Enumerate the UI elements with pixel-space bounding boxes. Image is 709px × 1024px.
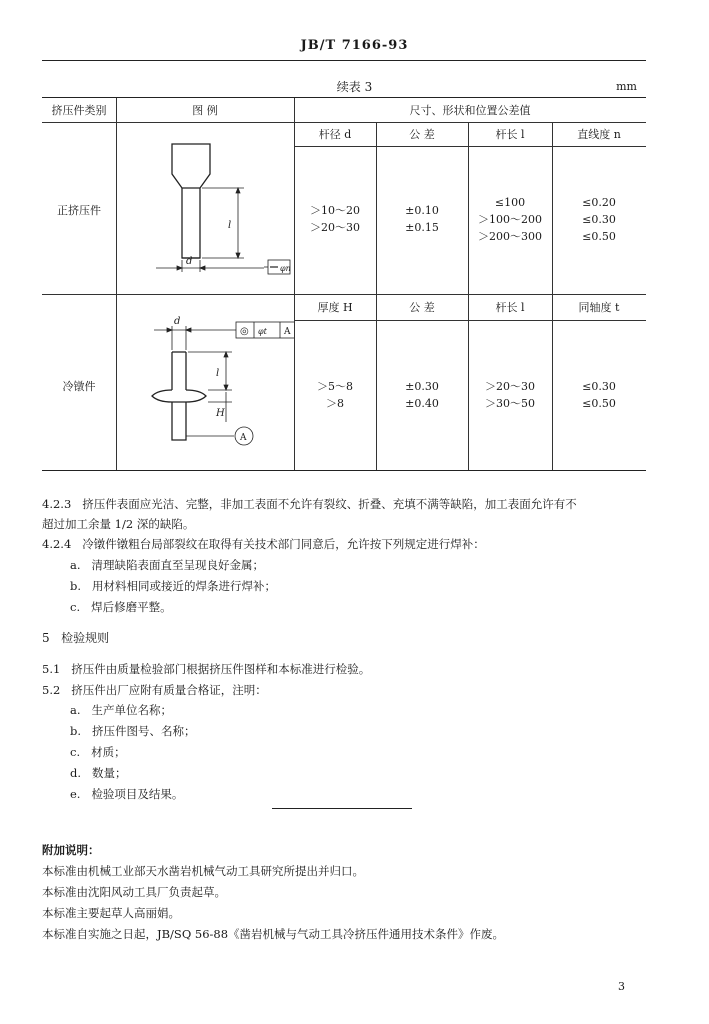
row2-col-head: 厚度 H	[317, 301, 353, 314]
head-figure: 图 例	[192, 104, 218, 117]
list-item: e. 检验项目及结果。	[70, 787, 184, 801]
datum-label: A	[240, 433, 247, 443]
standard-code: JB/T 7166-93	[300, 38, 409, 53]
clause-text: 挤压件表面应光洁、完整，非加工表面不允许有裂纹、折叠、充填不满等缺陷，加工表面允许有不	[82, 497, 577, 511]
forward-extrusion-drawing	[116, 122, 294, 294]
clause-text: 冷镦件镦粗台局部裂纹在取得有关技术部门同意后，允许按下列规定进行焊补：	[82, 537, 485, 551]
row2-col-head: 同轴度 t	[578, 301, 620, 314]
row1-col-head: 直线度 n	[577, 128, 621, 141]
flange-outline	[152, 390, 206, 402]
note-line: 本标准自实施之日起，JB/SQ 56-88《凿岩机械与气动工具冷挤压件通用技术条件》作废。	[42, 927, 505, 941]
row2-category: 冷镦件	[62, 380, 96, 393]
table-hline	[294, 320, 646, 321]
coaxiality-symbol: ◎	[240, 326, 249, 337]
list-item: a. 清理缺陷表面直至呈现良好金属；	[70, 558, 264, 572]
clause-text: 挤压件出厂应附有质量合格证，注明：	[71, 683, 267, 697]
note-line: 本标准主要起草人高丽娟。	[42, 906, 180, 920]
part-head-outline	[172, 144, 210, 188]
list-item: b. 用材料相同或接近的焊条进行焊补；	[70, 579, 276, 593]
row2-col3-values: ＞20～30 ＞30～50	[485, 380, 535, 411]
row1-col-head: 公 差	[409, 128, 435, 141]
section-title: 检验规则	[61, 631, 110, 645]
row1-col3-values: ≤100 ＞100～200 ＞200～300	[478, 196, 542, 244]
clause-number: 5.2	[42, 683, 61, 697]
page-number: 3	[618, 980, 625, 993]
notes-title: 附加说明：	[42, 843, 100, 857]
frame-datum-ref: A	[284, 327, 291, 337]
note-line: 本标准由沈阳风动工具厂负责起草。	[42, 885, 226, 899]
frame-value: φt	[258, 327, 267, 336]
row1-col1-values: ＞10～20 ＞20～30	[310, 204, 360, 235]
row1-col-head: 杆长 l	[495, 128, 525, 141]
dim-l-label: l	[216, 368, 220, 379]
upper-shank-outline	[172, 352, 186, 390]
row2-col-head: 杆长 l	[495, 301, 525, 314]
part-shank-outline	[182, 188, 200, 258]
note-line: 本标准由机械工业部天水凿岩机械气动工具研究所提出并归口。	[42, 864, 364, 878]
end-divider	[272, 808, 412, 809]
row2-col1-values: ＞5～8 ＞8	[317, 380, 353, 411]
head-category: 挤压件类别	[51, 104, 107, 117]
frame-label: φn	[280, 264, 291, 273]
cold-heading-drawing	[116, 294, 294, 470]
clause-text: 挤压件由质量检验部门根据挤压件图样和本标准进行检验。	[71, 662, 371, 676]
header-rule	[42, 60, 646, 61]
row2-col2-values: ±0.30 ±0.40	[405, 380, 439, 411]
dim-d-label: d	[174, 316, 181, 327]
lower-shank-outline	[172, 402, 186, 440]
clause-number: 4.2.4	[42, 537, 72, 551]
row1-col4-values: ≤0.20 ≤0.30 ≤0.50	[582, 196, 616, 244]
clause-4-2-3-cont: 超过加工余量 1/2 深的缺陷。	[42, 517, 195, 531]
dim-l-label: l	[228, 220, 232, 231]
list-item: d. 数量；	[70, 766, 127, 780]
clause-4-2-3	[42, 494, 652, 514]
section-5-heading	[42, 628, 109, 648]
table-unit: mm	[616, 80, 637, 93]
table-vline	[468, 122, 469, 470]
tolerance-table	[42, 97, 646, 471]
table-vline	[376, 122, 377, 470]
clause-5-1	[42, 659, 652, 679]
list-item: c. 焊后修磨平整。	[70, 600, 172, 614]
section-number: 5	[42, 631, 50, 645]
list-item: b. 挤压件图号、名称；	[70, 724, 196, 738]
row2-col-head: 公 差	[409, 301, 435, 314]
dim-H-label: H	[216, 408, 225, 419]
table-vline	[294, 98, 295, 470]
list-item: a. 生产单位名称；	[70, 703, 172, 717]
table-hline	[294, 146, 646, 147]
clause-5-2	[42, 680, 652, 700]
row1-col-head: 杆径 d	[318, 128, 352, 141]
row1-category: 正挤压件	[57, 204, 101, 217]
clause-4-2-4	[42, 534, 652, 554]
head-tolerance: 尺寸、形状和位置公差值	[409, 104, 531, 117]
list-item: c. 材质；	[70, 745, 126, 759]
table-vline	[552, 122, 553, 470]
row1-col2-values: ±0.10 ±0.15	[405, 204, 439, 235]
dim-d-label: d	[186, 256, 193, 267]
clause-number: 5.1	[42, 662, 61, 676]
table-caption: 续表 3	[336, 80, 373, 94]
clause-number: 4.2.3	[42, 497, 72, 511]
row2-col4-values: ≤0.30 ≤0.50	[582, 380, 616, 411]
